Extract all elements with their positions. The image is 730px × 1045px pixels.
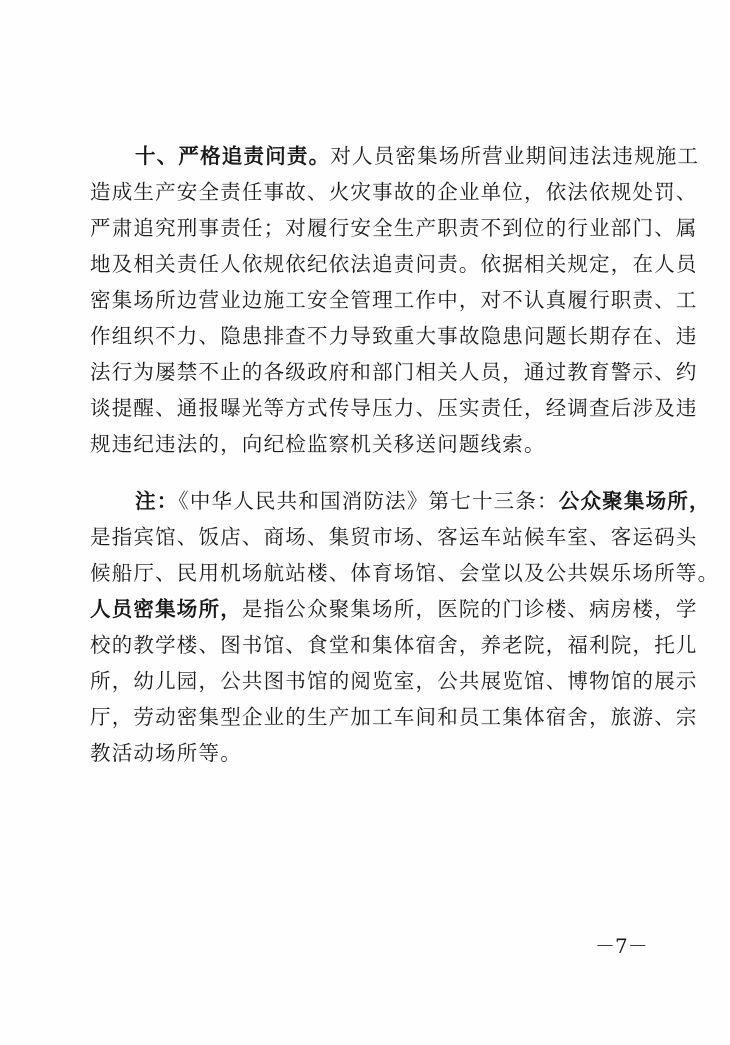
note-line-8: 教活动场所等。	[90, 741, 242, 765]
page-number: －7－	[595, 934, 648, 958]
note-line-2: 是指宾馆、饭店、商场、集贸市场、客运车站候车室、客运码头	[90, 525, 698, 549]
note-line-7: 厅，劳动密集型企业的生产加工车间和员工集体宿舍，旅游、宗	[90, 705, 698, 729]
section10-line-7: 法行为屡禁不止的各级政府和部门相关人员，通过教育警示、约	[90, 360, 698, 384]
note-line-6: 所，幼儿园，公共图书馆的阅览室，公共展览馆、博物馆的展示	[90, 669, 698, 693]
section10-heading: 十、严格追责问责。	[135, 144, 331, 168]
note-term-crowded-places: 人员密集场所，	[90, 597, 242, 621]
section10-line-9: 规违纪违法的，向纪检监察机关移送问题线索。	[90, 432, 546, 456]
note-line-1	[135, 483, 711, 519]
section10-line-4: 地及相关责任人依规依纪依法追责问责。依据相关规定，在人员	[90, 252, 698, 276]
note-term-public-gathering: 公众聚集场所，	[558, 489, 711, 513]
section10-line-1	[135, 138, 700, 174]
note-line-4	[90, 591, 698, 627]
section10-line-2: 造成生产安全责任事故、火灾事故的企业单位，依法依规处罚、	[90, 180, 698, 204]
section10-text-1: 对人员密集场所营业期间违法违规施工	[330, 144, 700, 168]
note-term2-def-first: 是指公众聚集场所，医院的门诊楼、病房楼，学	[241, 597, 698, 621]
note-line-3: 候船厅、民用机场航站楼、体育场馆、会堂以及公共娱乐场所等。	[90, 561, 720, 585]
note-line-5: 校的教学楼、图书馆、食堂和集体宿舍，养老院，福利院，托儿	[90, 633, 698, 657]
section10-line-8: 谈提醒、通报曝光等方式传导压力、压实责任，经调查后涉及违	[90, 396, 698, 420]
note-label: 注：	[135, 489, 179, 513]
section10-line-3: 严肃追究刑事责任；对履行安全生产职责不到位的行业部门、属	[90, 216, 698, 240]
section10-line-6: 作组织不力、隐患排查不力导致重大事故隐患问题长期存在、违	[90, 324, 698, 348]
note-citation: 《中华人民共和国消防法》第七十三条：	[178, 489, 559, 513]
section10-line-5: 密集场所边营业边施工安全管理工作中，对不认真履行职责、工	[90, 288, 698, 312]
